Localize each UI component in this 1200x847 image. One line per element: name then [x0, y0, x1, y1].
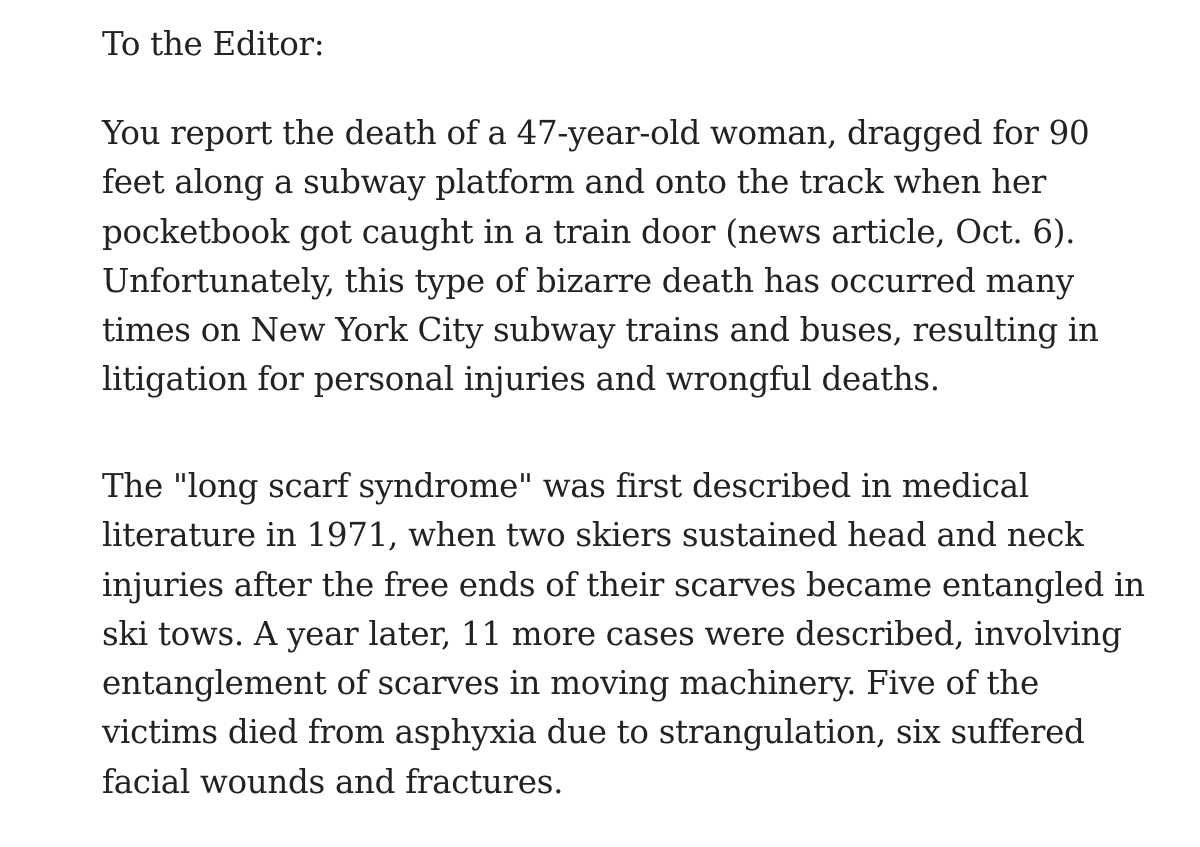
paragraph-line: Unfortunately, this type of bizarre death has occurred many [102, 261, 1074, 300]
paragraph-line: injuries after the free ends of their scarves became entangled in [102, 565, 1145, 604]
paragraph-line: literature in 1971, when two skiers sustained head and neck [102, 516, 1084, 555]
paragraph-line: times on New York City subway trains and buses, resulting in [102, 311, 1099, 350]
paragraph-line: litigation for personal injuries and wrongful deaths. [102, 360, 940, 399]
paragraph-line: facial wounds and fractures. [102, 762, 564, 801]
paragraph-line: The "long scarf syndrome" was first described in medical [102, 467, 1029, 505]
paragraph-long-scarf-syndrome [102, 462, 1145, 807]
paragraph-line: You report the death of a 47-year-old woman, dragged for 90 [102, 114, 1090, 152]
paragraph-line: victims died from asphyxia due to strangulation, six suffered [102, 713, 1085, 752]
paragraph-death-report [102, 109, 1099, 405]
paragraph-line: pocketbook got caught in a train door (news article, Oct. 6). [102, 212, 1076, 251]
paragraph-line: ski tows. A year later, 11 more cases were described, involving [102, 614, 1122, 653]
paragraph-line: entanglement of scarves in moving machinery. Five of the [102, 664, 1039, 703]
paragraph-line: feet along a subway platform and onto the track when her [102, 163, 1047, 202]
salutation: To the Editor: [102, 25, 325, 63]
